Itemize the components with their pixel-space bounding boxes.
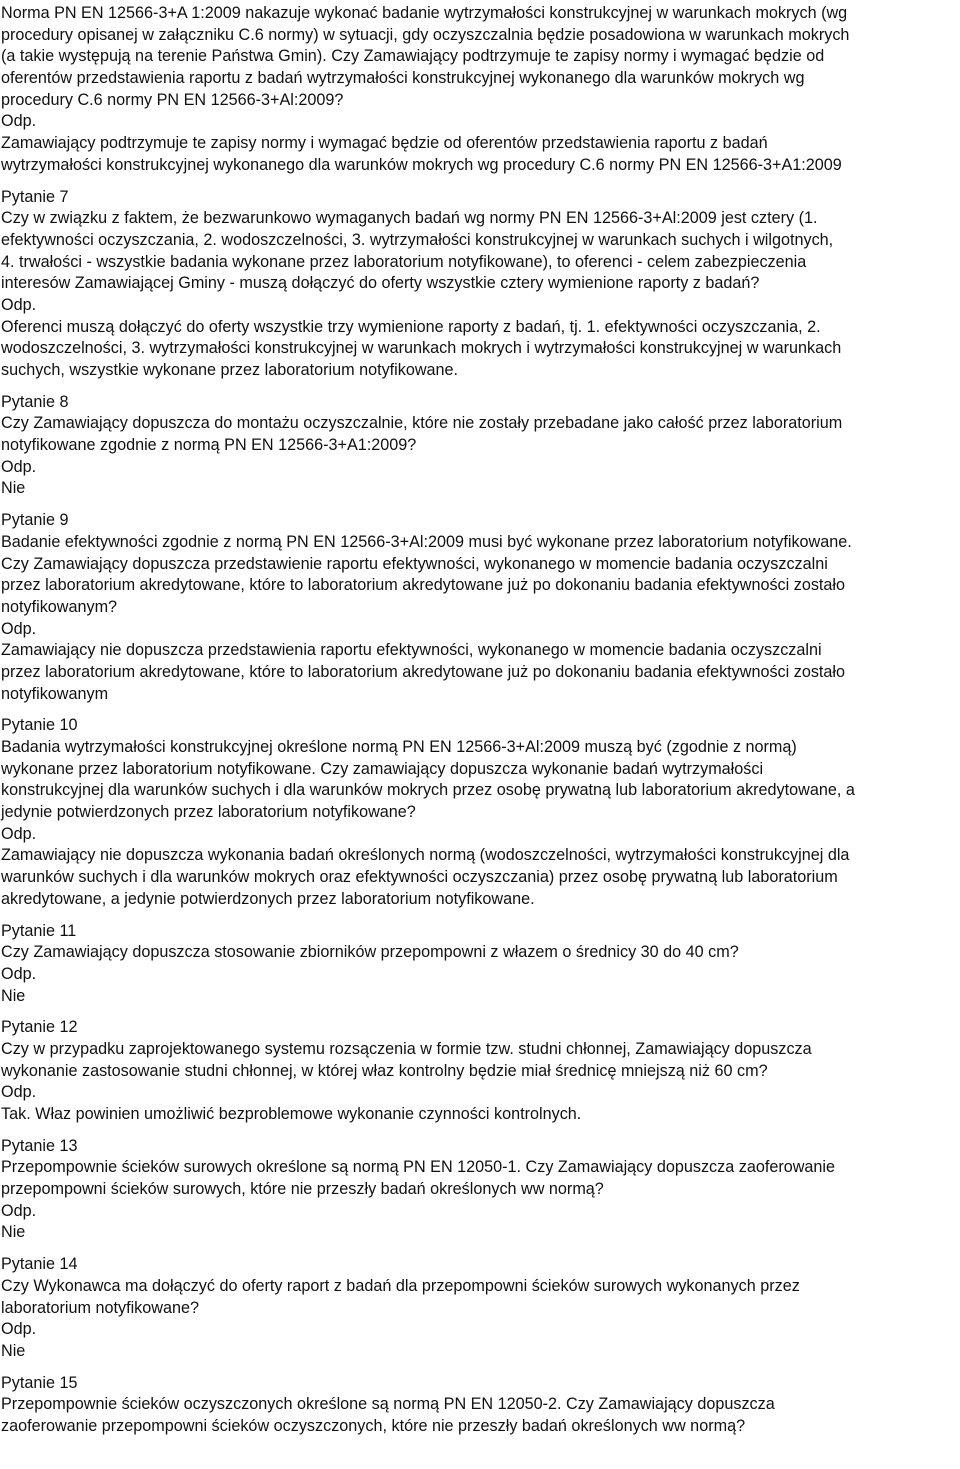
text-line: Zamawiający nie dopuszcza przedstawienia raportu efektywności, wykonanego w momencie badania oczyszczalni <box>1 641 822 660</box>
text-line: wytrzymałości konstrukcyjnej wykonanego dla warunków mokrych wg procedury C.6 normy PN EN 12566-3+A1:2009 <box>1 155 842 174</box>
paragraph-gap <box>1 500 957 510</box>
text-line: wodoszczelności, 3. wytrzymałości konstrukcyjnej w warunkach mokrych i wytrzymałości konstrukcyjnej w warunkach <box>1 339 842 358</box>
answer-label: Odp. <box>1 1320 37 1339</box>
paragraph-gap <box>1 1126 957 1136</box>
text-line: akredytowane, a jedynie potwierdzonych przez laboratorium notyfikowane. <box>1 889 535 908</box>
text-line: Przepompownie ścieków surowych określone są normą PN EN 12050-1. Czy Zamawiający dopuszcza zaoferowanie <box>1 1158 836 1177</box>
text-line: Badanie efektywności zgodnie z normą PN EN 12566-3+Al:2009 musi być wykonane przez laboratorium notyfikowane. <box>1 532 852 551</box>
text-line: oferentów przedstawienia raportu z badań wytrzymałości konstrukcyjnej wykonanego dla warunków mokrych wg <box>1 69 805 88</box>
text-line: zaoferowanie przepompowni ścieków oczyszczonych, które nie przeszły badań określonych ww normą? <box>1 1416 746 1435</box>
text-line: warunków suchych i dla warunków mokrych oraz efektywności oczyszczania) przez osobę prywatną lub laboratorium <box>1 868 838 887</box>
question-heading: Pytanie 8 <box>1 392 69 411</box>
text-line: Zamawiający podtrzymuje te zapisy normy i wymagać będzie od oferentów przedstawienia raportu z badań <box>1 134 768 153</box>
text-line: Czy w przypadku zaprojektowanego systemu rozsączenia w formie tzw. studni chłonnej, Zamawiający dopuszcza <box>1 1039 812 1058</box>
text-line: przez laboratorium akredytowane, które to laboratorium akredytowane już po dokonaniu badania efektywności zostało <box>1 576 846 595</box>
text-line: Tak. Właz powinien umożliwić bezproblemowe wykonanie czynności kontrolnych. <box>1 1105 582 1123</box>
answer-label: Odp. <box>1 457 37 476</box>
text-line: Czy Zamawiający dopuszcza do montażu oczyszczalnie, które nie zostały przebadane jako całość przez laboratorium <box>1 414 843 433</box>
answer-label: Odp. <box>1 964 37 983</box>
paragraph-gap <box>1 177 957 187</box>
question-heading: Pytanie 15 <box>1 1373 78 1392</box>
text-line: przepompowni ścieków surowych, które nie przeszły badań określonych ww normą? <box>1 1180 604 1199</box>
text-line: Czy Zamawiający dopuszcza stosowanie zbiorników przepompowni z włazem o średnicy 30 do 40 cm? <box>1 943 739 962</box>
paragraph-gap <box>1 1363 957 1373</box>
text-line: Nie <box>1 1341 26 1360</box>
text-line: Czy w związku z faktem, że bezwarunkowo wymaganych badań wg normy PN EN 12566-3+Al:2009 jest cztery (1. <box>1 209 818 228</box>
question-heading: Pytanie 14 <box>1 1255 78 1274</box>
text-line: procedury C.6 normy PN EN 12566-3+Al:2009? <box>1 90 344 109</box>
text-line: laboratorium notyfikowane? <box>1 1298 199 1317</box>
text-line: interesów Zamawiającej Gminy - muszą dołączyć do oferty wszystkie cztery wymienione raporty z badań? <box>1 274 760 293</box>
question-heading: Pytanie 12 <box>1 1018 78 1037</box>
text-line: Nie <box>1 1223 26 1242</box>
question-heading: Pytanie 13 <box>1 1136 78 1155</box>
text-line: notyfikowanym? <box>1 597 118 616</box>
text-line: efektywności oczyszczania, 2. wodoszczelności, 3. wytrzymałości konstrukcyjnej w warunkach suchych i wilgotnych, <box>1 230 834 249</box>
paragraph-gap <box>1 705 957 715</box>
question-heading: Pytanie 9 <box>1 511 69 530</box>
paragraph-gap <box>1 1244 957 1254</box>
text-line: Zamawiający nie dopuszcza wykonania badań określonych normą (wodoszczelności, wytrzymałości konstrukcyjnej dla <box>1 846 850 865</box>
answer-label: Odp. <box>1 619 37 638</box>
paragraph-gap <box>1 382 957 392</box>
text-line: Nie <box>1 479 26 498</box>
answer-label: Odp. <box>1 112 37 131</box>
question-heading: Pytanie 10 <box>1 716 78 735</box>
text-line: notyfikowanym <box>1 684 109 703</box>
text-line: wykonane przez laboratorium notyfikowane. Czy zamawiający dopuszcza wykonanie badań wytrzymałości <box>1 759 764 778</box>
document-page <box>1 3 957 1438</box>
text-line: Norma PN EN 12566-3+A 1:2009 nakazuje wykonać badanie wytrzymałości konstrukcyjnej w warunkach mokrych (wg <box>1 4 848 22</box>
text-line: Czy Wykonawca ma dołączyć do oferty raport z badań dla przepompowni ścieków surowych wykonanych przez <box>1 1276 800 1295</box>
text-line: suchych, wszystkie wykonane przez laboratorium notyfikowane. <box>1 361 459 379</box>
text-line: jedynie potwierdzonych przez laboratorium notyfikowane? <box>1 803 416 822</box>
text-line: procedury opisanej w załączniku C.6 normy) w sytuacji, gdy oczyszczalnia będzie posadowiona w warunkach mokrych <box>1 25 850 44</box>
text-line: konstrukcyjnej dla warunków suchych i dla warunków mokrych przez osobę prywatną lub laboratorium akredytowane, a <box>1 781 855 800</box>
text-line: (a takie występują na terenie Państwa Gmin). Czy Zamawiający podtrzymuje te zapisy normy i wymagać będzie od <box>1 47 825 66</box>
question-heading: Pytanie 11 <box>1 921 77 940</box>
text-line: Przepompownie ścieków oczyszczonych określone są normą PN EN 12050-2. Czy Zamawiający dopuszcza <box>1 1395 775 1414</box>
text-line: wykonanie zastosowanie studni chłonnej, w której właz kontrolny będzie miał średnicę mniejszą niż 60 cm? <box>1 1061 768 1080</box>
text-line: Badania wytrzymałości konstrukcyjnej określone normą PN EN 12566-3+Al:2009 muszą być (zgodnie z normą) <box>1 738 797 756</box>
question-heading: Pytanie 7 <box>1 187 69 206</box>
text-line: Oferenci muszą dołączyć do oferty wszystkie trzy wymienione raporty z badań, tj. 1. efektywności oczyszczania, 2. <box>1 317 821 336</box>
text-line: notyfikowane zgodnie z normą PN EN 12566-3+A1:2009? <box>1 436 417 455</box>
text-line: przez laboratorium akredytowane, które to laboratorium akredytowane już po dokonaniu badania efektywności zostało <box>1 662 846 681</box>
paragraph-gap <box>1 911 957 921</box>
answer-label: Odp. <box>1 1083 37 1102</box>
answer-label: Odp. <box>1 295 37 314</box>
answer-label: Odp. <box>1 824 37 843</box>
text-line: Czy Zamawiający dopuszcza przedstawienie raportu efektywności, wykonanego w momencie badania oczyszczalni <box>1 554 828 573</box>
text-line: Nie <box>1 986 26 1005</box>
paragraph-gap <box>1 1007 957 1017</box>
answer-label: Odp. <box>1 1201 37 1220</box>
text-line: 4. trwałości - wszystkie badania wykonane przez laboratorium notyfikowane), to oferenci - celem zabezpieczenia <box>1 252 807 271</box>
